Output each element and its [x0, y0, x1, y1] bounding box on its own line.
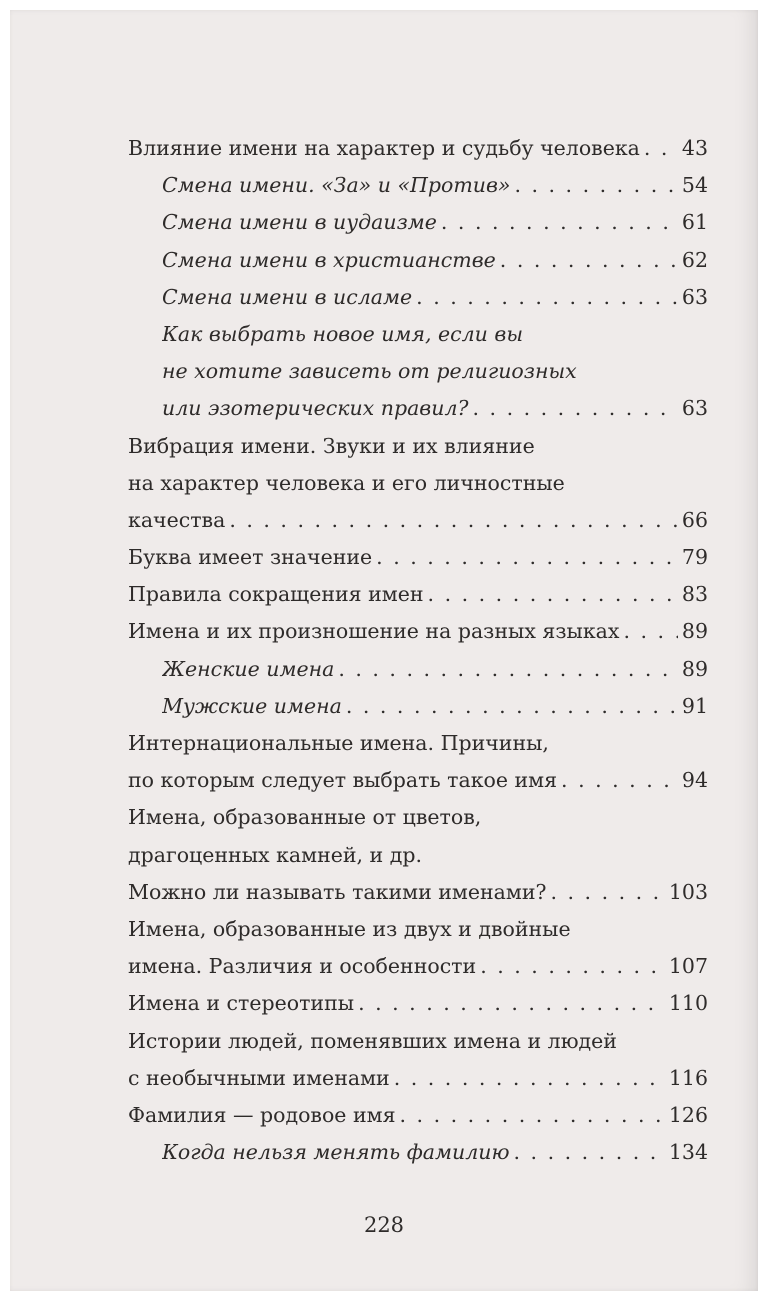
toc-subentry: [162, 1134, 708, 1171]
toc-line: [128, 130, 708, 167]
toc-entry: [128, 130, 708, 167]
toc-line: [162, 688, 708, 725]
toc-title-text: Смена имени в исламе: [162, 284, 413, 309]
toc-title-text: Имена, образованные от цветов,: [128, 805, 482, 830]
toc-title-text: по которым следует выбрать такое имя: [128, 768, 558, 793]
toc-entry: [128, 428, 708, 540]
toc-line: [128, 613, 708, 650]
toc-page-number: 79: [681, 545, 708, 570]
toc-line: [162, 353, 708, 390]
toc-page-number: 91: [681, 693, 708, 718]
toc-title-text: или эзотерических правил?: [162, 396, 469, 421]
dot-leader: [514, 1134, 665, 1171]
dot-leader: [441, 204, 678, 241]
dot-leader: [346, 688, 678, 725]
toc-title-text: Как выбрать новое имя, если вы: [162, 321, 524, 346]
dot-leader: [358, 985, 665, 1022]
toc-line: [128, 1023, 708, 1060]
dot-leader: [338, 651, 678, 688]
toc-subentry: [162, 167, 708, 204]
toc-page-number: 89: [681, 619, 708, 644]
toc-title-text: драгоценных камней, и др.: [128, 842, 422, 867]
toc-page-number: 61: [681, 210, 708, 235]
toc-title-text: Правила сокращения имен: [128, 582, 424, 607]
toc-title-text: Буква имеет значение: [128, 545, 373, 570]
toc-title-text: качества: [128, 507, 226, 532]
toc-line: [128, 502, 708, 539]
toc-title-text: Имена и стереотипы: [128, 991, 355, 1016]
toc-page-number: 126: [668, 1102, 708, 1127]
toc-line: [162, 204, 708, 241]
toc-line: [162, 1134, 708, 1171]
toc-title-text: Вибрация имени. Звуки и их влияние: [128, 433, 535, 458]
toc-line: [128, 465, 708, 502]
dot-leader: [400, 1097, 665, 1134]
toc-subentry: [162, 242, 708, 279]
toc-line: [128, 874, 708, 911]
dot-leader: [514, 167, 677, 204]
toc-page-number: 134: [668, 1140, 708, 1165]
toc-entry: [128, 985, 708, 1022]
toc-entry: [128, 911, 708, 985]
dot-leader: [644, 130, 678, 167]
toc-title-text: Можно ли называть такими именами?: [128, 879, 547, 904]
toc-entry: [128, 799, 708, 911]
toc-entry: [128, 725, 708, 799]
toc-page-number: 62: [681, 247, 708, 272]
toc-line: [162, 167, 708, 204]
toc-entry: [128, 1023, 708, 1097]
toc-title-text: Смена имени в иудаизме: [162, 210, 437, 235]
toc-line: [128, 948, 708, 985]
toc-line: [128, 725, 708, 762]
toc-page-number: 103: [668, 879, 708, 904]
toc-line: [128, 1060, 708, 1097]
toc-title-text: на характер человека и его личностные: [128, 470, 565, 495]
toc-page-number: 116: [668, 1065, 708, 1090]
dot-leader: [550, 874, 664, 911]
toc-title-text: Смена имени в христианстве: [162, 247, 496, 272]
toc-page-number: 63: [681, 284, 708, 309]
toc-line: [128, 428, 708, 465]
toc-title-text: имена. Различия и особенности: [128, 954, 477, 979]
toc-line: [162, 242, 708, 279]
dot-leader: [428, 576, 678, 613]
dot-leader: [623, 613, 677, 650]
toc-line: [162, 651, 708, 688]
toc-subentry: [162, 688, 708, 725]
toc-line: [128, 911, 708, 948]
toc-page-number: 83: [681, 582, 708, 607]
toc-line: [162, 279, 708, 316]
toc-title-text: Интернациональные имена. Причины,: [128, 731, 549, 755]
dot-leader: [561, 762, 678, 799]
toc-line: [162, 390, 708, 427]
toc-line: [128, 539, 708, 576]
toc-line: [128, 837, 708, 874]
toc-page-number: 110: [668, 991, 708, 1016]
book-page: [10, 10, 758, 1291]
toc-title-text: Истории людей, поменявших имена и людей: [128, 1028, 617, 1053]
toc-page-number: 54: [681, 173, 708, 198]
toc-title-text: Когда нельзя менять фамилию: [162, 1140, 510, 1165]
toc-page-number: 63: [681, 396, 708, 421]
toc-title-text: Влияние имени на характер и судьбу человека: [128, 136, 640, 160]
table-of-contents: [128, 130, 708, 1171]
dot-leader: [500, 242, 678, 279]
toc-page-number: 94: [681, 768, 708, 793]
toc-subentry: [162, 279, 708, 316]
toc-subentry: [162, 204, 708, 241]
toc-page-number: 66: [681, 507, 708, 532]
toc-subentry: [162, 651, 708, 688]
toc-title-text: Имена и их произношение на разных языках: [128, 619, 620, 644]
toc-page-number: 43: [681, 136, 708, 160]
toc-title-text: не хотите зависеть от религиозных: [162, 359, 577, 384]
toc-title-text: Фамилия — родовое имя: [128, 1102, 396, 1127]
dot-leader: [229, 502, 678, 539]
toc-line: [128, 1097, 708, 1134]
dot-leader: [480, 948, 665, 985]
toc-line: [128, 762, 708, 799]
toc-entry: [128, 576, 708, 613]
dot-leader: [376, 539, 678, 576]
toc-entry: [128, 1097, 708, 1134]
toc-title-text: Смена имени. «За» и «Против»: [162, 173, 511, 198]
toc-page-number: 107: [668, 954, 708, 979]
dot-leader: [473, 390, 678, 427]
toc-title-text: Имена, образованные из двух и двойные: [128, 916, 571, 941]
toc-line: [128, 985, 708, 1022]
toc-line: [128, 799, 708, 836]
toc-line: [162, 316, 708, 353]
dot-leader: [416, 279, 678, 316]
page-number: 228: [363, 1213, 405, 1237]
toc-subentry: [162, 316, 708, 428]
toc-title-text: Мужские имена: [162, 693, 342, 718]
dot-leader: [394, 1060, 665, 1097]
toc-title-text: с необычными именами: [128, 1065, 390, 1090]
toc-entry: [128, 539, 708, 576]
toc-page-number: 89: [681, 656, 708, 681]
toc-line: [128, 576, 708, 613]
toc-entry: [128, 613, 708, 650]
toc-title-text: Женские имена: [162, 656, 335, 681]
